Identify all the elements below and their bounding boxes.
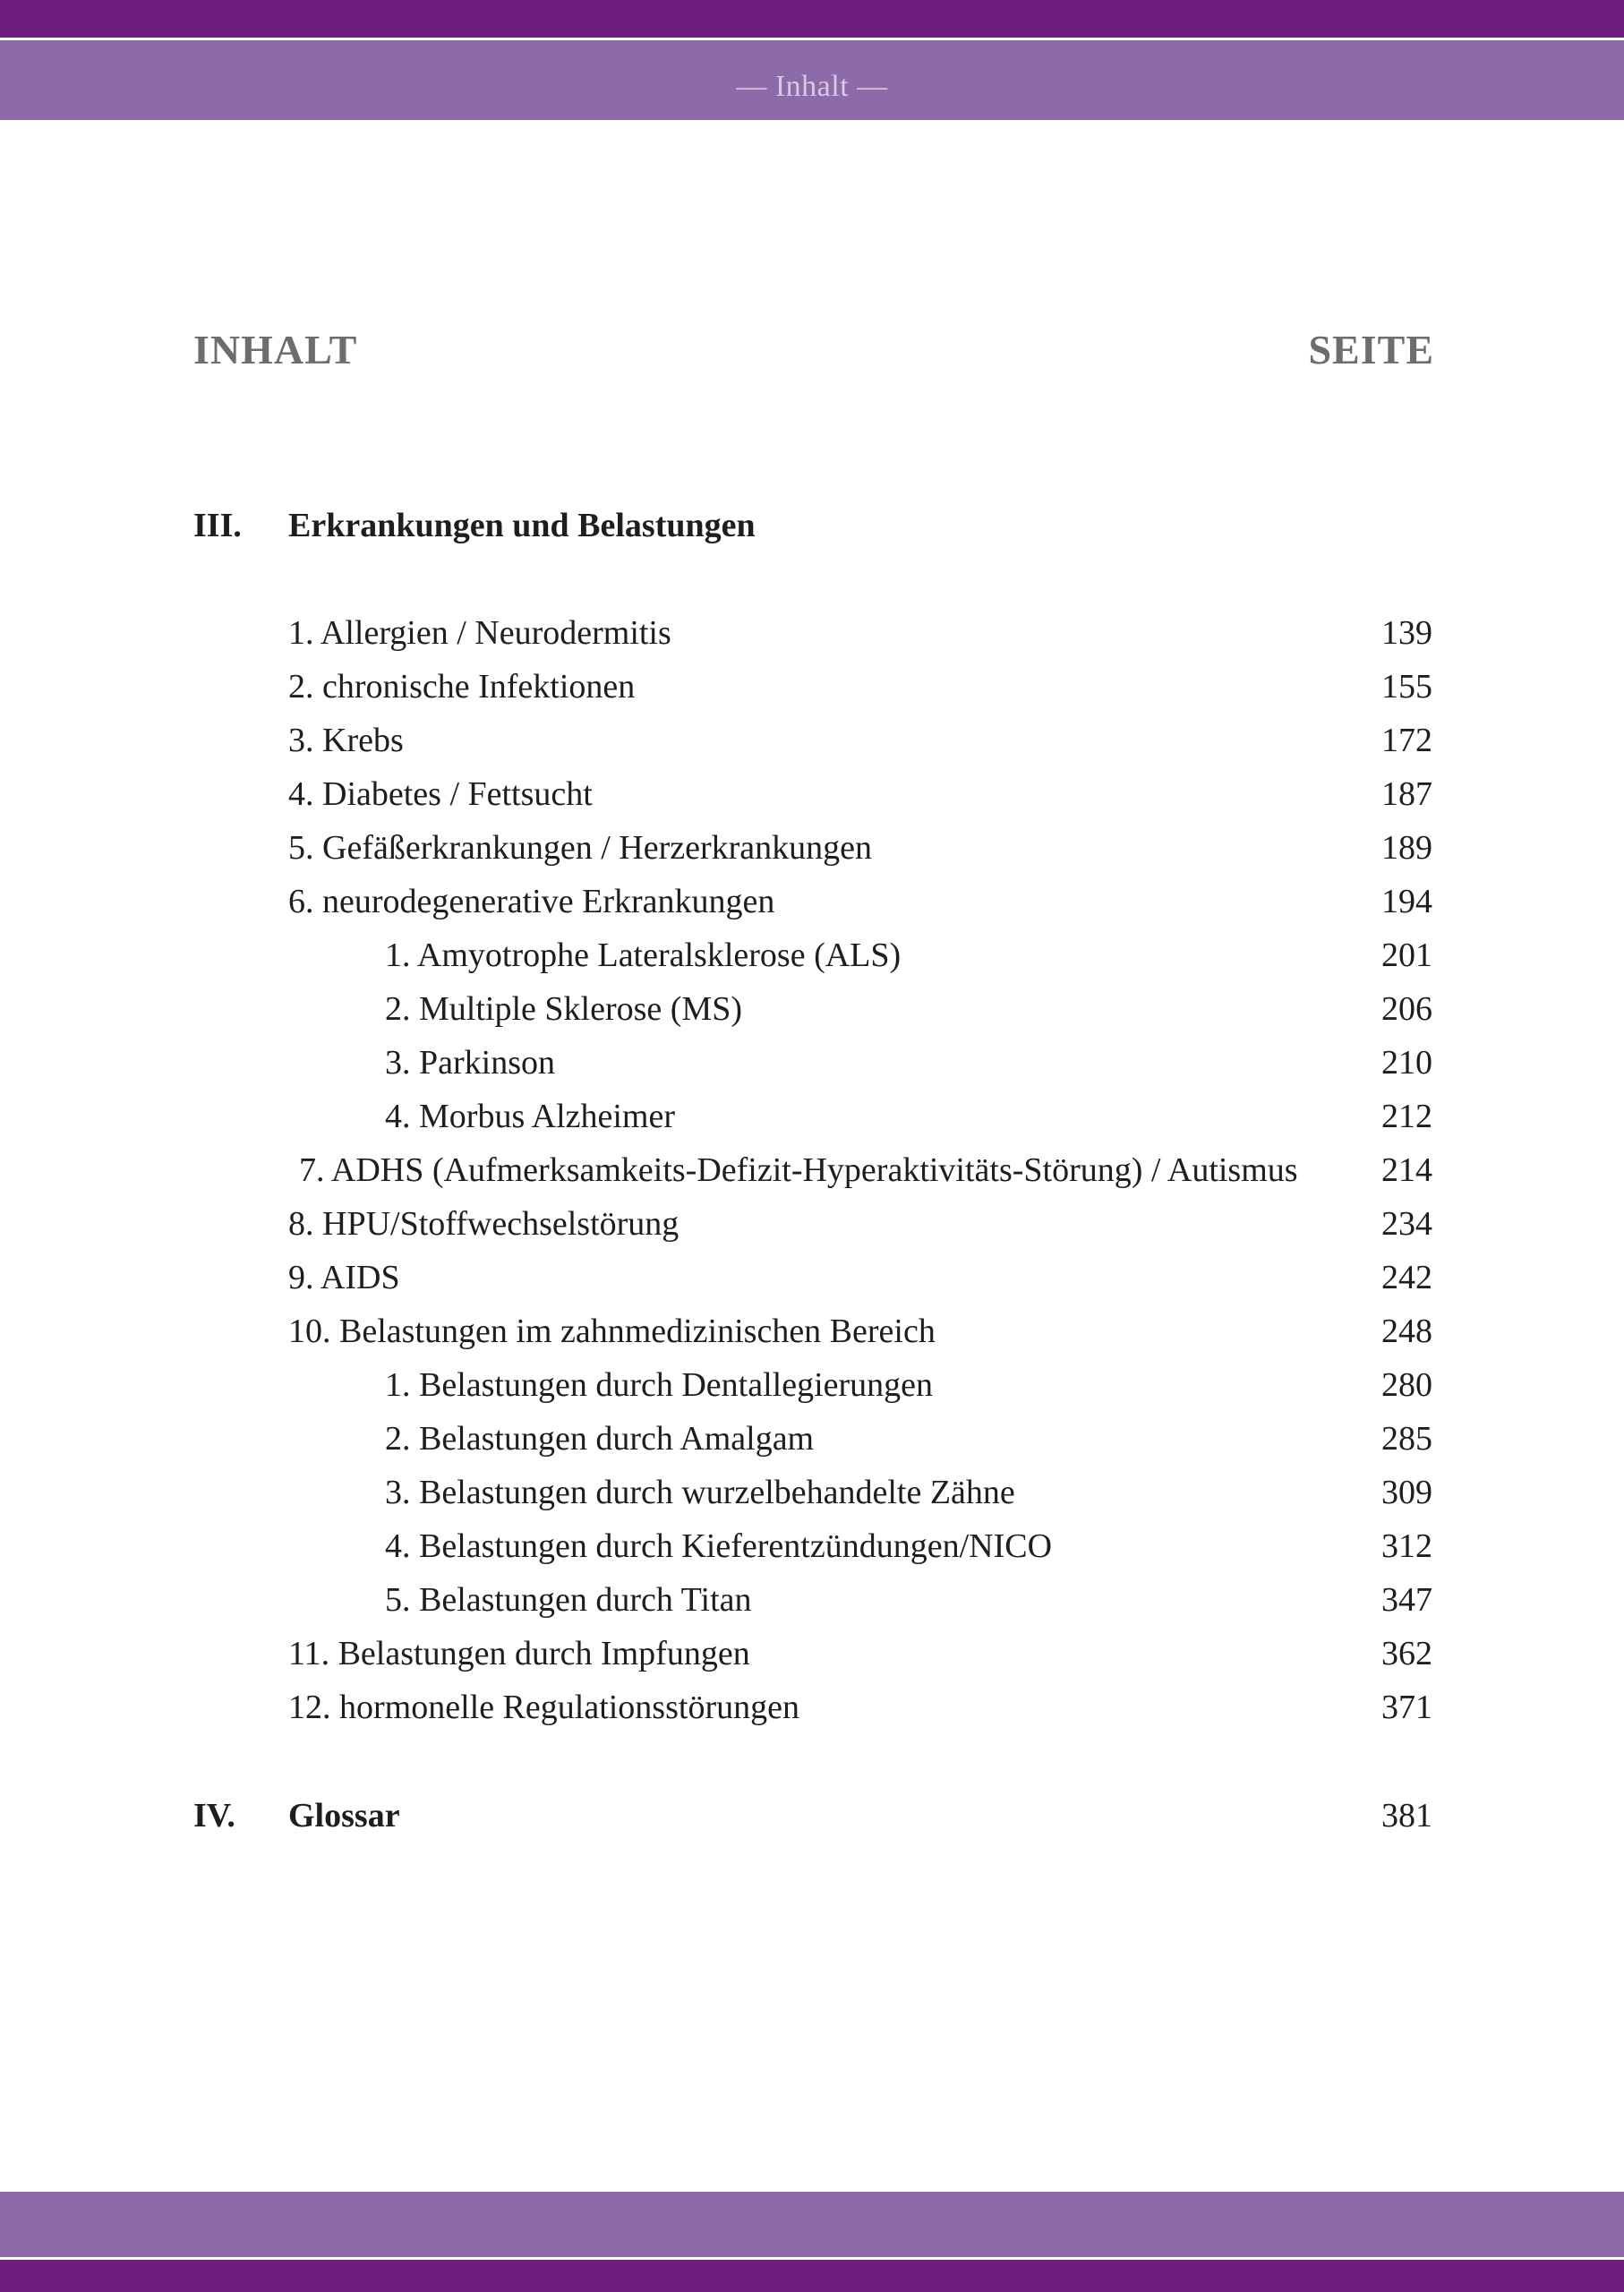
toc-subentry xyxy=(0,1580,1624,1634)
entry-label: 6. neurodegenerative Erkrankungen xyxy=(288,883,775,920)
toc-subentry xyxy=(0,936,1624,989)
footer-band-light xyxy=(0,2192,1624,2257)
section-number: III. xyxy=(193,507,242,544)
entry-page: 212 xyxy=(1381,1098,1432,1135)
entry-label: 1. Allergien / Neurodermitis xyxy=(288,614,671,652)
running-head: — Inhalt — xyxy=(736,70,888,103)
subentry-label: 4. Morbus Alzheimer xyxy=(385,1098,676,1135)
entry-label: 3. Krebs xyxy=(288,722,404,759)
entry-label: 10. Belastungen im zahnmedizinischen Bereich xyxy=(288,1313,936,1350)
toc-entry xyxy=(0,1150,1624,1204)
toc-entry xyxy=(0,828,1624,882)
section-number: IV. xyxy=(193,1797,235,1834)
section-title: Glossar xyxy=(288,1797,400,1834)
toc-subentry xyxy=(0,1097,1624,1150)
entry-page: 347 xyxy=(1381,1581,1432,1619)
toc-section-4 xyxy=(0,1796,1624,1850)
toc-entry xyxy=(0,1258,1624,1312)
toc-entry xyxy=(0,667,1624,721)
entry-page: 194 xyxy=(1381,883,1432,920)
entry-page: 362 xyxy=(1381,1635,1432,1672)
subentry-label: 1. Amyotrophe Lateralsklerose (ALS) xyxy=(385,936,902,974)
toc-subentry xyxy=(0,989,1624,1043)
entry-page: 189 xyxy=(1381,829,1432,867)
entry-page: 309 xyxy=(1381,1474,1432,1511)
entry-label: 2. chronische Infektionen xyxy=(288,668,636,706)
entry-page: 234 xyxy=(1381,1205,1432,1243)
entry-page: 172 xyxy=(1381,722,1432,759)
header-band-dark xyxy=(0,0,1624,38)
footer-band-dark xyxy=(0,2260,1624,2292)
toc-entry xyxy=(0,1688,1624,1741)
entry-page: 312 xyxy=(1381,1527,1432,1565)
subentry-label: 3. Belastungen durch wurzelbehandelte Zähne xyxy=(385,1474,1015,1511)
toc-entry xyxy=(0,882,1624,936)
column-heading-contents: INHALT xyxy=(193,327,358,372)
toc-entry xyxy=(0,613,1624,667)
toc-subentry xyxy=(0,1365,1624,1419)
column-heading-page: SEITE xyxy=(1308,327,1434,372)
entry-page: 210 xyxy=(1381,1044,1432,1082)
toc-subentry xyxy=(0,1527,1624,1580)
entry-page: 155 xyxy=(1381,668,1432,706)
entry-page: 248 xyxy=(1381,1313,1432,1350)
entry-label: 8. HPU/Stoffwechselstörung xyxy=(288,1205,680,1243)
entry-label: 11. Belastungen durch Impfungen xyxy=(288,1635,750,1672)
toc-entry xyxy=(0,721,1624,774)
subentry-label: 5. Belastungen durch Titan xyxy=(385,1581,752,1619)
entry-page: 242 xyxy=(1381,1259,1432,1296)
subentry-label: 2. Belastungen durch Amalgam xyxy=(385,1420,815,1458)
entry-label: 5. Gefäßerkrankungen / Herzerkrankungen xyxy=(288,829,873,867)
toc-entry xyxy=(0,774,1624,828)
entry-page: 285 xyxy=(1381,1420,1432,1458)
entry-page: 187 xyxy=(1381,775,1432,813)
toc-subentry xyxy=(0,1043,1624,1097)
subentry-label: 1. Belastungen durch Dentallegierungen xyxy=(385,1366,934,1404)
entry-page: 371 xyxy=(1381,1689,1432,1726)
entry-page: 214 xyxy=(1381,1151,1432,1189)
entry-label: 4. Diabetes / Fettsucht xyxy=(288,775,593,813)
entry-label: 9. AIDS xyxy=(288,1259,400,1296)
subentry-label: 4. Belastungen durch Kieferentzündungen/NICO xyxy=(385,1527,1053,1565)
subentry-label: 3. Parkinson xyxy=(385,1044,555,1082)
entry-label: 7. ADHS (Aufmerksamkeits-Defizit-Hyperaktivitäts-Störung) / Autismus xyxy=(299,1151,1298,1189)
toc-entry xyxy=(0,1312,1624,1365)
entry-page: 139 xyxy=(1381,614,1432,652)
toc-subentry xyxy=(0,1419,1624,1473)
subentry-label: 2. Multiple Sklerose (MS) xyxy=(385,990,742,1028)
toc-subentry xyxy=(0,1473,1624,1527)
toc-entry xyxy=(0,1634,1624,1688)
entry-label: 12. hormonelle Regulationsstörungen xyxy=(288,1689,799,1726)
entry-page: 206 xyxy=(1381,990,1432,1028)
section-title: Erkrankungen und Belastungen xyxy=(288,507,756,544)
entry-page: 201 xyxy=(1381,936,1432,974)
entry-page: 280 xyxy=(1381,1366,1432,1404)
toc-entry xyxy=(0,1204,1624,1258)
section-page: 381 xyxy=(1381,1797,1432,1834)
toc-section-3 xyxy=(0,506,1624,560)
